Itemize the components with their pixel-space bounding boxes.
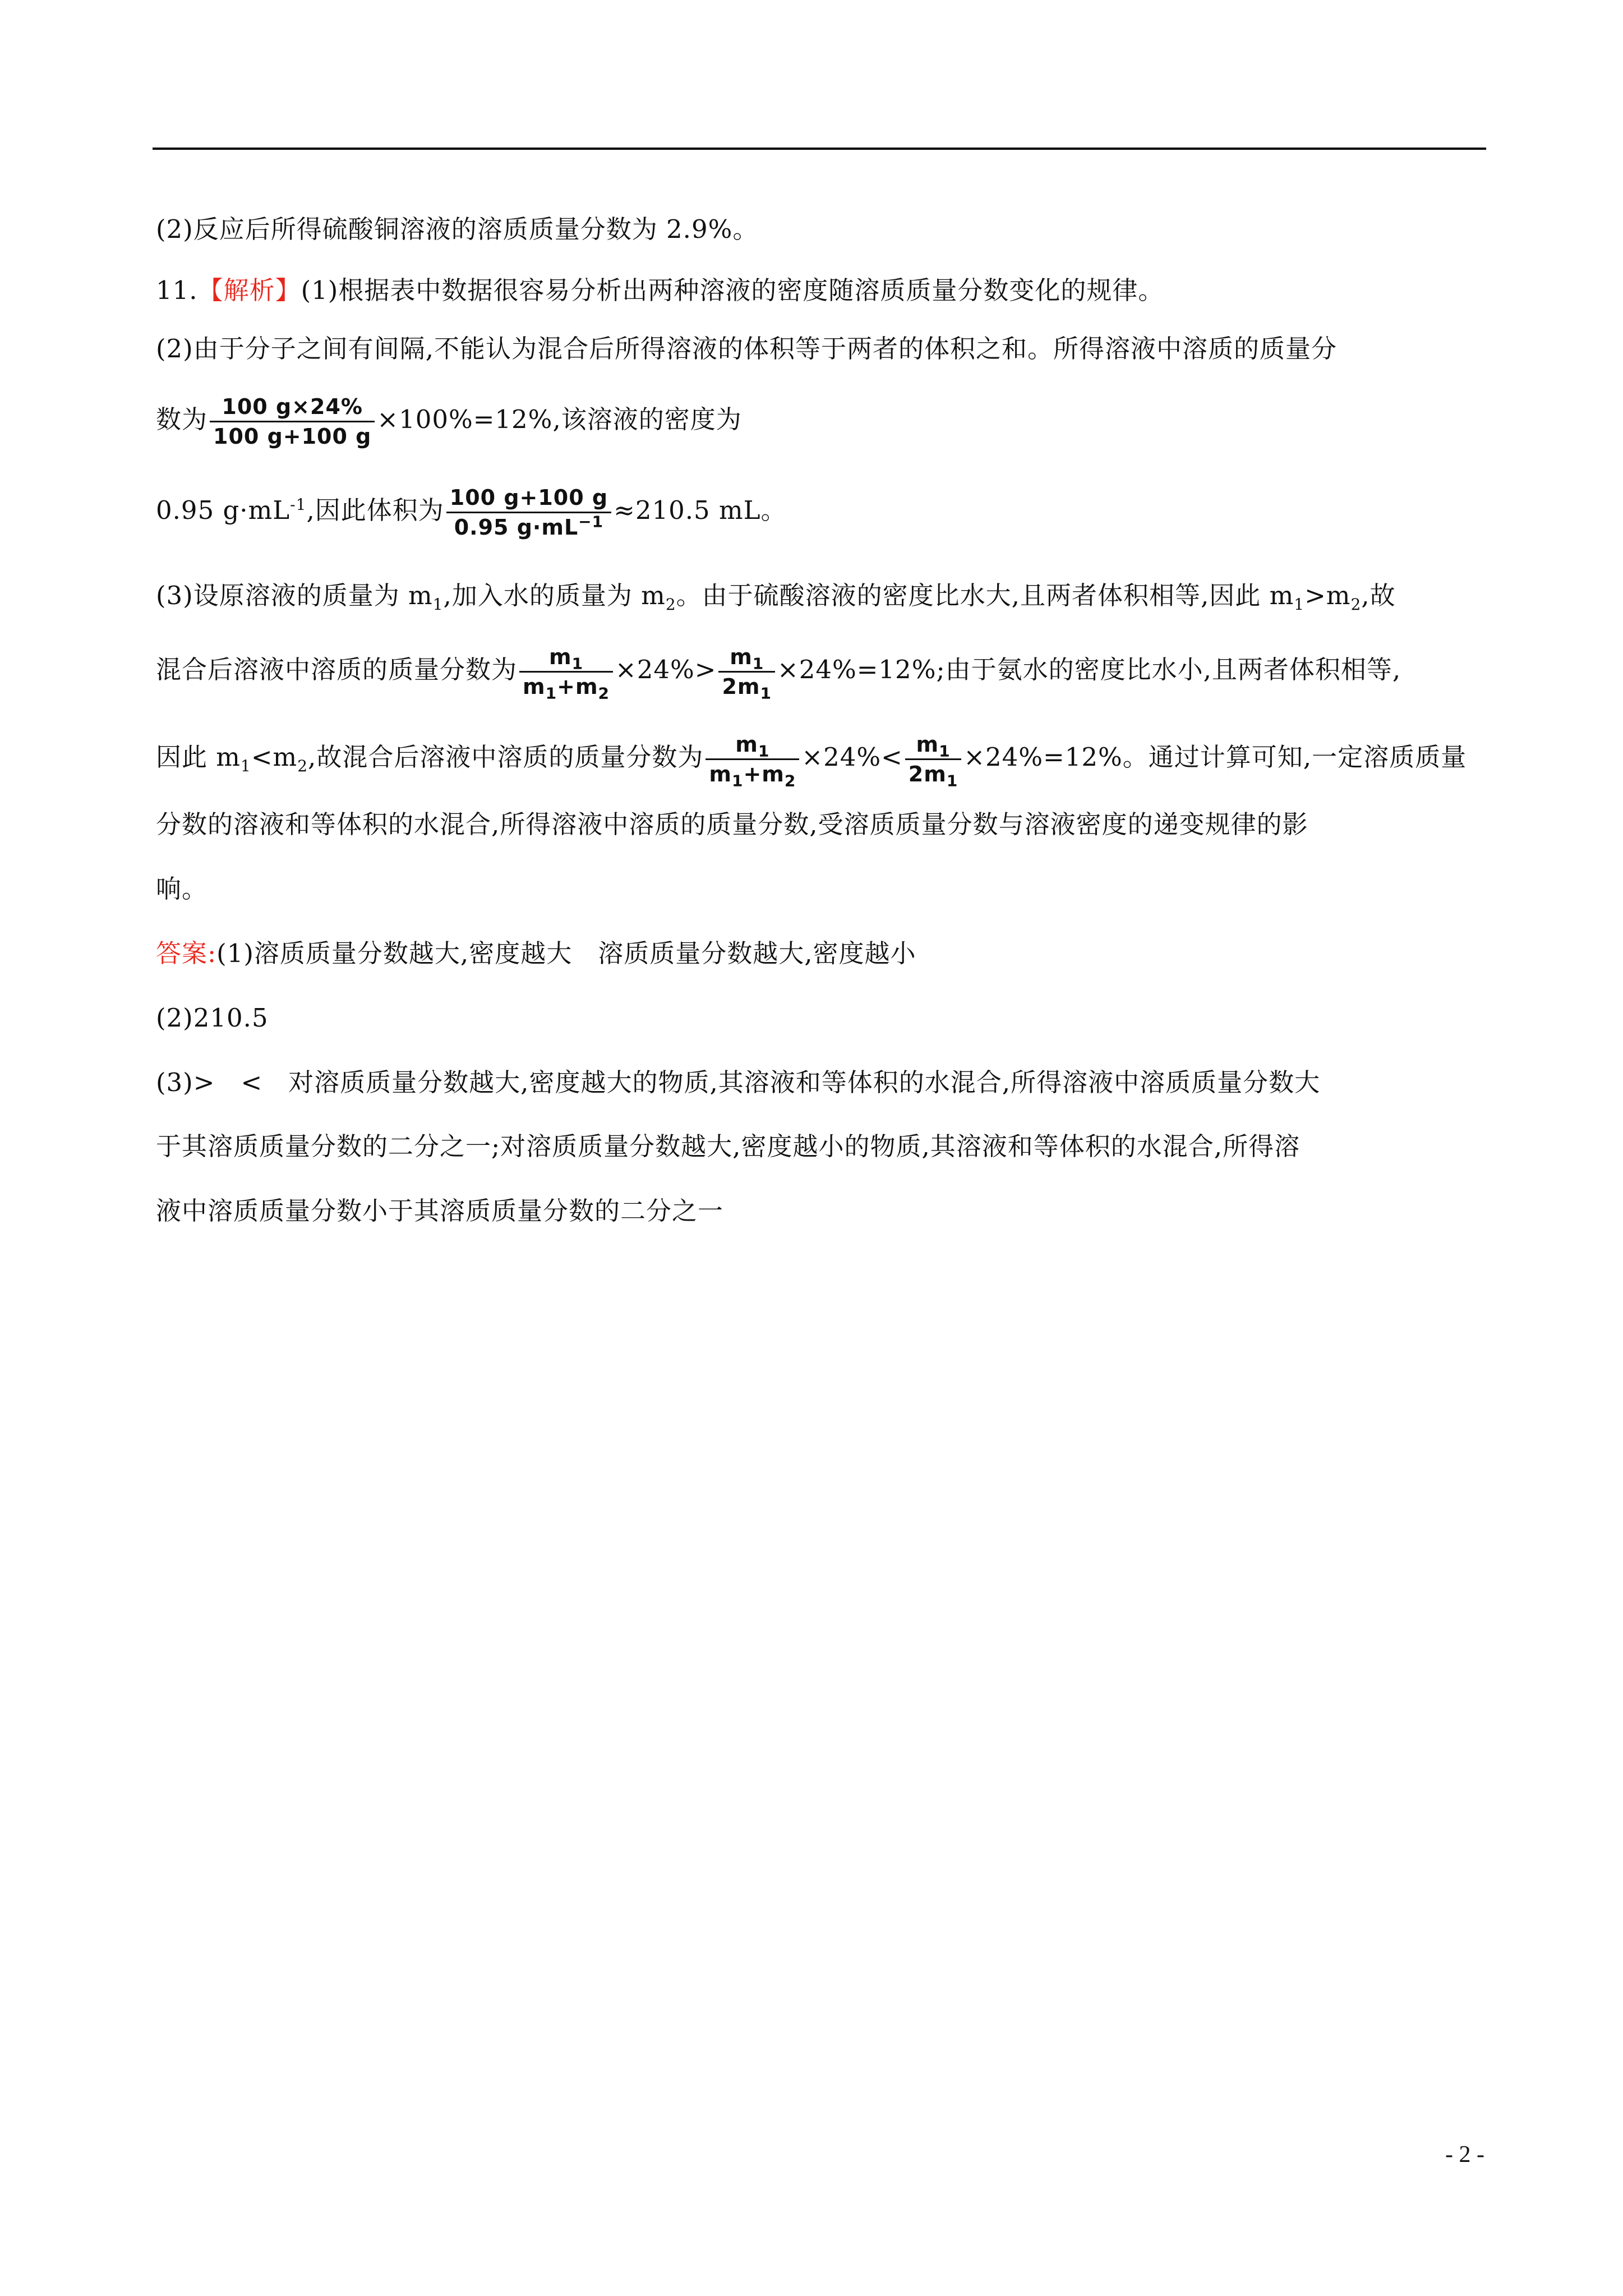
header-rule (153, 148, 1486, 150)
text-line: 答案:(1)溶质质量分数越大,密度越大 溶质质量分数越大,密度越小 (156, 938, 916, 968)
answer-tag: 答案: (156, 938, 217, 968)
text-line: (3)> < 对溶质质量分数越大,密度越大的物质,其溶液和等体积的水混合,所得溶液中溶质质量分数大 (156, 1068, 1321, 1097)
text-line: (2)210.5 (156, 1003, 269, 1033)
fraction: $\frac{100 g+100 g}{0.95 g\cdot mL^{-1}}$ (446, 484, 611, 541)
text-line: 因此 $m_1<m_2$,故混合后溶液中溶质的质量分数为 $\frac{m_1}{m_1+m_2}$ ×24%< $\frac{m_1}{2m_1}$ ×24%=12%。通过计算可知,一定溶质质量 (156, 730, 1467, 788)
page-number: - 2 - (1445, 2142, 1484, 2168)
fraction: $\frac{m_1}{2m_1}$ (718, 643, 775, 701)
text-line: (3)设原溶液的质量为 $m_1$,加入水的质量为 $m_2$。由于硫酸溶液的密度比水大,且两者体积相等,因此 $m_1>m_2$,故 (156, 581, 1396, 614)
text-line: 液中溶质质量分数小于其溶质质量分数的二分之一 (156, 1196, 724, 1226)
text-line: 数为 $\frac{100 g\times 24\%}{100 g+100 g}$ ×100%=12%,该溶液的密度为 (156, 393, 742, 450)
text-line: 于其溶质质量分数的二分之一;对溶质质量分数越大,密度越小的物质,其溶液和等体积的水混合,所得溶 (156, 1131, 1301, 1161)
fraction: $\frac{m_1}{m_1+m_2}$ (519, 643, 613, 701)
text-line: 11.【解析】(1)根据表中数据很容易分析出两种溶液的密度随溶质质量分数变化的规律。 (156, 275, 1164, 305)
fraction: $\frac{m_1}{m_1+m_2}$ (706, 730, 799, 788)
fraction: $\frac{m_1}{2m_1}$ (905, 730, 962, 788)
text-line: 混合后溶液中溶质的质量分数为 $\frac{m_1}{m_1+m_2}$ ×24%> $\frac{m_1}{2m_1}$ ×24%=12%;由于氨水的密度比水小,且两者体积相等, (156, 643, 1401, 701)
text-line: 分数的溶液和等体积的水混合,所得溶液中溶质的质量分数,受溶质质量分数与溶液密度的递变规律的影 (156, 809, 1308, 839)
text-line: (2)反应后所得硫酸铜溶液的溶质质量分数为 2.9%。 (156, 214, 759, 244)
text-line: 响。 (156, 874, 208, 904)
analysis-tag: 【解析】 (197, 275, 301, 305)
text-line: 0.95 $g\cdot mL^{-1}$,因此体积为 $\frac{100 g+100 g}{0.95 g\cdot mL^{-1}}$ ≈210.5 mL。 (156, 484, 787, 541)
fraction: $\frac{100 g\times 24\%}{100 g+100 g}$ (210, 393, 375, 450)
text-line: (2)由于分子之间有间隔,不能认为混合后所得溶液的体积等于两者的体积之和。所得溶液中溶质的质量分 (156, 334, 1338, 364)
